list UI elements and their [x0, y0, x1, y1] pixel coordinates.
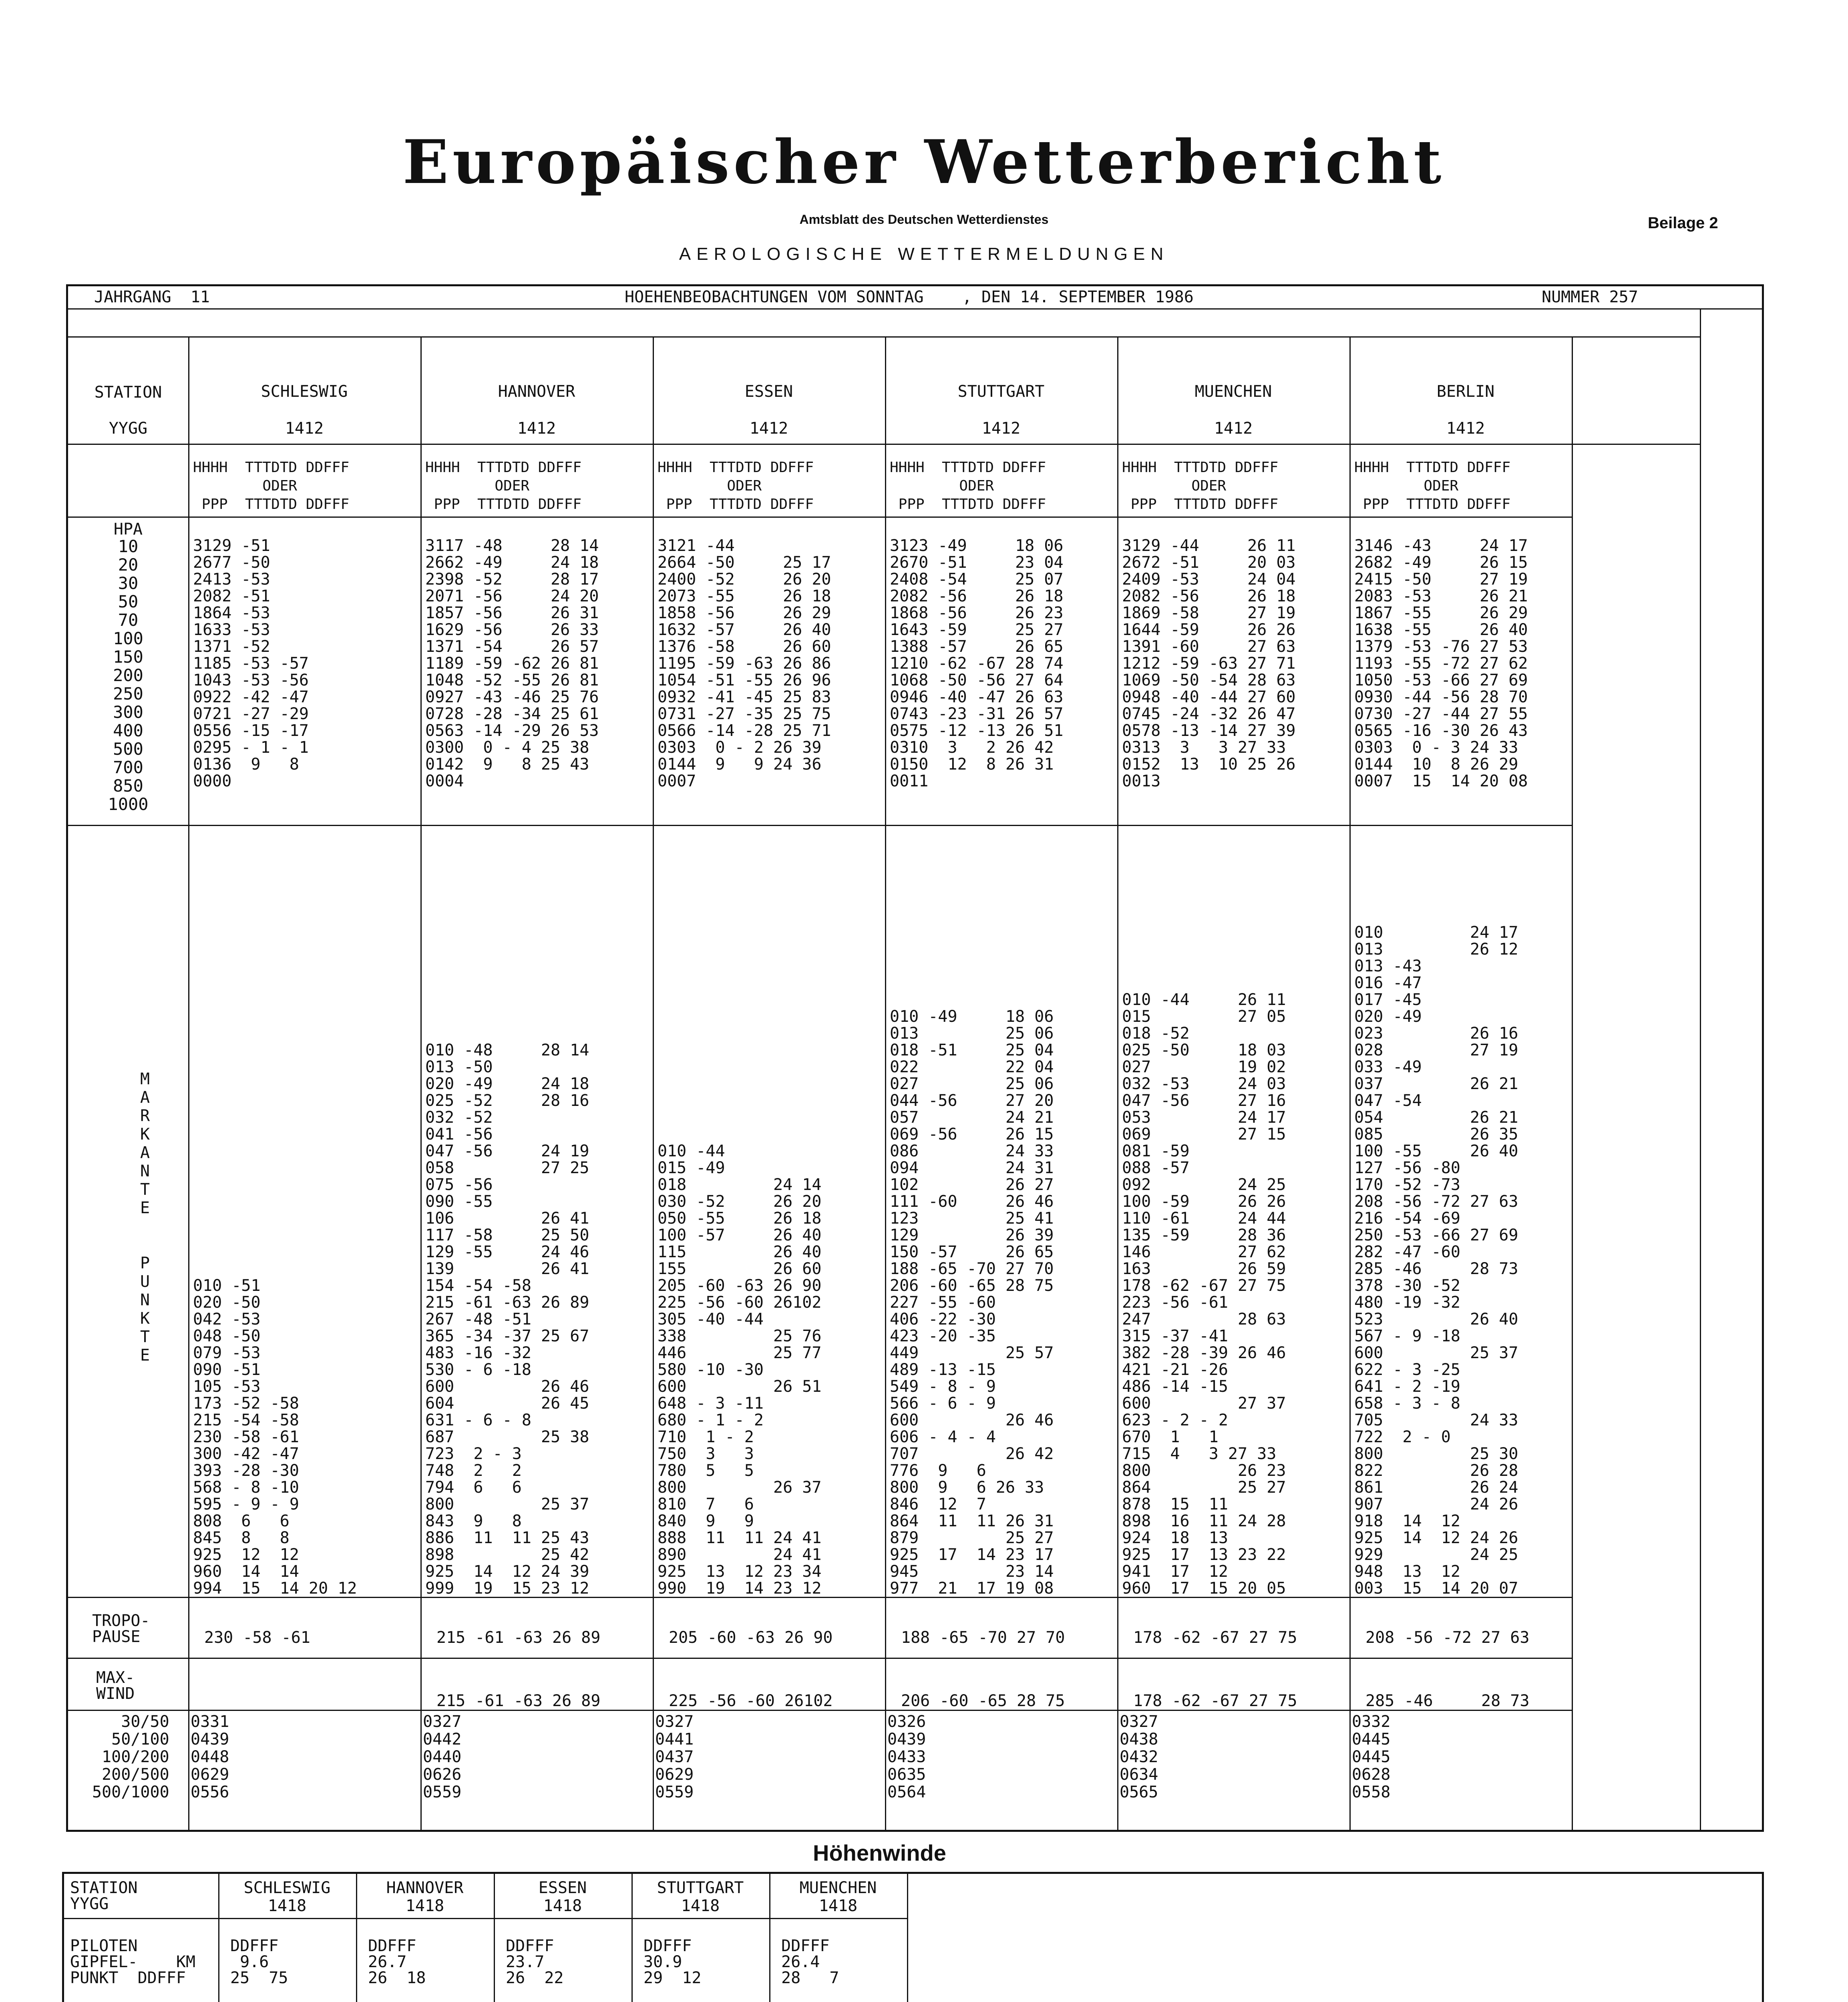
station-yygg: 1412 [517, 419, 556, 438]
divider [62, 1918, 907, 1919]
divider [66, 444, 1700, 445]
hw-peak: DDFFF 26.7 26 18 [368, 1937, 426, 1987]
hw-station-name: HANNOVER [386, 1879, 464, 1897]
divider [885, 336, 886, 1830]
divider [420, 336, 422, 1830]
tropopause-value: 178 -62 -67 27 75 [1133, 1628, 1297, 1647]
hw-peak: DDFFF 30.9 29 12 [643, 1937, 702, 1987]
divider [769, 1872, 770, 2002]
hw-station-yygg: 1418 [543, 1897, 582, 1915]
divider [1117, 336, 1118, 1830]
hw-station-name: SCHLESWIG [243, 1879, 331, 1897]
significant-levels: 010 -51 020 -50 042 -53 048 -50 079 -53 090 -51 105 -53 173 -52 -58 215 -54 -58 230 -58 -61 300 -42 -47 393 -28 -30 568 - 8 -10 595 - 9 - 9 808 6 6 845 8 8 925 12 12 960 14 14 994 15 14 20 12 [193, 1276, 357, 1598]
significant-levels: 010 24 17 013 26 12 013 -43 016 -47 017 -45 020 -49 023 26 16 028 27 19 033 -49 037 26 21 047 -54 054 26 21 085 26 35 100 -55 26 40 127 -56 -80 170 -52 -73 208 -56 -72 27 63 216 -54 -69 250 -53 -66 27 69 282 -47 -60 285 -46 28 73 378 -30 -52 480 -19 -32 523 26 40 567 - 9 -18 600 25 37 622 - 3 -25 641 - 2 -19 658 - 3 - 8 705 24 33 722 2 - 0 800 25 30 822 26 28 861 26 24 907 24 26 918 14 12 925 14 12 24 26 929 24 25 948 13 12 003 15 14 20 07 [1354, 923, 1518, 1598]
tropopause-value: 188 -65 -70 27 70 [901, 1628, 1065, 1647]
divider [494, 1872, 495, 2002]
hw-station-yygg: 1418 [405, 1897, 444, 1915]
station-name: STUTTGART [957, 382, 1045, 401]
hw-peak: DDFFF 9.6 25 75 [230, 1937, 288, 1987]
hw-peak: DDFFF 26.4 28 7 [781, 1937, 839, 1987]
hw-station-name: ESSEN [538, 1879, 587, 1897]
maxwind-value: 178 -62 -67 27 75 [1133, 1692, 1297, 1710]
hoehenwinde-title: Höhenwinde [813, 1840, 946, 1865]
shear-values: 0331 0439 0448 0629 0556 [191, 1713, 229, 1801]
beilage-label: Beilage 2 [1648, 214, 1718, 232]
divider [188, 336, 189, 1830]
station-yygg: 1412 [749, 419, 788, 438]
divider [1700, 308, 1701, 1830]
subtitle: Amtsblatt des Deutschen Wetterdienstes [799, 212, 1049, 227]
divider [907, 1872, 908, 2002]
column-header: HHHH TTTDTD DDFFF ODER PPP TTTDTD DDFFF [890, 459, 1046, 513]
tropopause-value: 230 -58 -61 [204, 1628, 310, 1647]
divider [653, 336, 654, 1830]
tropopause-label: TROPO- PAUSE [92, 1612, 150, 1646]
shear-values: 0326 0439 0433 0635 0564 [887, 1713, 926, 1801]
issue-number: NUMMER 257 [1542, 288, 1638, 306]
column-header: HHHH TTTDTD DDFFF ODER PPP TTTDTD DDFFF [193, 459, 350, 513]
divider [218, 1872, 219, 2002]
station-yygg: 1412 [285, 419, 324, 438]
station-name: HANNOVER [498, 382, 575, 401]
hpa-label: HPA [113, 520, 143, 539]
markante-punkte-label: M A R K A N T E P U N K T E [140, 1070, 150, 1365]
hw-station-yygg: 1418 [818, 1897, 858, 1915]
station-name: MUENCHEN [1194, 382, 1272, 401]
station-label: STATION [94, 383, 162, 402]
station-yygg: 1412 [1446, 419, 1485, 438]
column-header: HHHH TTTDTD DDFFF ODER PPP TTTDTD DDFFF [1122, 459, 1279, 513]
tropopause-value: 208 -56 -72 27 63 [1365, 1628, 1530, 1647]
shear-values: 0327 0438 0432 0634 0565 [1120, 1713, 1158, 1801]
significant-levels: 010 -44 26 11 015 27 05 018 -52 025 -50 18 03 027 19 02 032 -53 24 03 047 -56 27 16 053 24 17 069 27 15 081 -59 088 -57 092 24 25 100 -59 26 26 110 -61 24 44 135 -59 28 36 146 27 62 163 26 59 178 -62 -67 27 75 223 -56 -61 247 28 63 315 -37 -41 382 -28 -39 26 46 421 -21 -26 486 -14 -15 600 27 37 623 - 2 - 2 670 1 1 715 4 3 27 33 800 26 23 864 25 27 878 15 11 898 16 11 24 28 924 18 13 925 17 13 23 22 941 17 12 960 17 15 20 05 [1122, 991, 1286, 1598]
divider [66, 517, 1572, 518]
divider [1349, 336, 1351, 1830]
hw-piloten-label: PILOTEN GIPFEL- KM PUNKT DDFFF [70, 1937, 196, 1987]
maxwind-label: MAX- WIND [96, 1668, 135, 1703]
shear-label: 30/50 50/100 100/200 200/500 500/1000 [92, 1713, 169, 1801]
standard-levels: 3121 -44 2664 -50 25 17 2400 -52 26 20 2073 -55 26 18 1858 -56 26 29 1632 -57 26 40 1376 -58 26 60 1195 -59 -63 26 86 1054 -51 -55 26 96 0932 -41 -45 25 83 0731 -27 -35 25 75 0566 -14 -28 25 71 0303 0 - 2 26 39 0144 9 9 24 36 0007 [658, 537, 831, 790]
divider [66, 336, 1700, 338]
divider [66, 308, 1764, 310]
hw-station-yygg: 1418 [267, 1897, 307, 1915]
page-title: Europäischer Wetterbericht [402, 127, 1446, 197]
hw-station-name: MUENCHEN [799, 1879, 877, 1897]
divider [1572, 336, 1573, 1830]
observation-date: HOEHENBEOBACHTUNGEN VOM SONNTAG , DEN 14. SEPTEMBER 1986 [625, 288, 1194, 306]
standard-levels: 3123 -49 18 06 2670 -51 23 04 2408 -54 25 07 2082 -56 26 18 1868 -56 26 23 1643 -59 25 27 1388 -57 26 65 1210 -62 -67 28 74 1068 -50 -56 27 64 0946 -40 -47 26 63 0743 -23 -31 26 57 0575 -12 -13 26 51 0310 3 2 26 42 0150 12 8 26 31 0011 [890, 537, 1064, 790]
hpa-levels: 10 20 30 50 70 100 150 200 250 300 400 500 700 850 1000 [108, 537, 149, 814]
tropopause-value: 205 -60 -63 26 90 [669, 1628, 833, 1647]
maxwind-value: 285 -46 28 73 [1365, 1692, 1530, 1710]
shear-values: 0327 0442 0440 0626 0559 [423, 1713, 462, 1801]
standard-levels: 3129 -51 2677 -50 2413 -53 2082 -51 1864 -53 1633 -53 1371 -52 1185 -53 -57 1043 -53 -56 0922 -42 -47 0721 -27 -29 0556 -15 -17 0295 - 1 - 1 0136 9 8 0000 [193, 537, 309, 790]
divider [631, 1872, 633, 2002]
column-header: HHHH TTTDTD DDFFF ODER PPP TTTDTD DDFFF [658, 459, 814, 513]
hw-station-label: STATION YYGG [70, 1879, 138, 1913]
station-name: BERLIN [1436, 382, 1495, 401]
tropopause-value: 215 -61 -63 26 89 [436, 1628, 601, 1647]
station-name: ESSEN [744, 382, 793, 401]
jahrgang: JAHRGANG 11 [94, 288, 210, 306]
standard-levels: 3146 -43 24 17 2682 -49 26 15 2415 -50 27 19 2083 -53 26 21 1867 -55 26 29 1638 -55 26 40 1379 -53 -76 27 53 1193 -55 -72 27 62 1050 -53 -66 27 69 0930 -44 -56 28 70 0730 -27 -44 27 55 0565 -16 -30 26 43 0303 0 - 3 24 33 0144 10 8 26 29 0007 15 14 20 08 [1354, 537, 1528, 790]
station-yygg: 1412 [981, 419, 1021, 438]
hw-peak: DDFFF 23.7 26 22 [506, 1937, 564, 1987]
significant-levels: 010 -48 28 14 013 -50 020 -49 24 18 025 -52 28 16 032 -52 041 -56 047 -56 24 19 058 27 25 075 -56 090 -55 106 26 41 117 -58 25 50 129 -55 24 46 139 26 41 154 -54 -58 215 -61 -63 26 89 267 -48 -51 365 -34 -37 25 67 483 -16 -32 530 - 6 -18 600 26 46 604 26 45 631 - 6 - 8 687 25 38 723 2 - 3 748 2 2 794 6 6 800 25 37 843 9 8 886 11 11 25 43 898 25 42 925 14 12 24 39 999 19 15 23 12 [425, 1041, 589, 1598]
divider [66, 1658, 1572, 1659]
significant-levels: 010 -44 015 -49 018 24 14 030 -52 26 20 050 -55 26 18 100 -57 26 40 115 26 40 155 26 60 205 -60 -63 26 90 225 -56 -60 26102 305 -40 -44 338 25 76 446 25 77 580 -10 -30 600 26 51 648 - 3 -11 680 - 1 - 2 710 1 - 2 750 3 3 780 5 5 800 26 37 810 7 6 840 9 9 888 11 11 24 41 890 24 41 925 13 12 23 34 990 19 14 23 12 [658, 1142, 822, 1598]
standard-levels: 3117 -48 28 14 2662 -49 24 18 2398 -52 28 17 2071 -56 24 20 1857 -56 26 31 1629 -56 26 33 1371 -54 26 57 1189 -59 -62 26 81 1048 -52 -55 26 81 0927 -43 -46 25 76 0728 -28 -34 25 61 0563 -14 -29 26 53 0300 0 - 4 25 38 0142 9 8 25 43 0004 [425, 537, 599, 790]
divider [66, 825, 1572, 826]
maxwind-value: 225 -56 -60 26102 [669, 1692, 833, 1710]
column-header: HHHH TTTDTD DDFFF ODER PPP TTTDTD DDFFF [1354, 459, 1511, 513]
maxwind-value: 206 -60 -65 28 75 [901, 1692, 1065, 1710]
yygg-label: YYGG [109, 419, 148, 438]
divider [356, 1872, 357, 2002]
standard-levels: 3129 -44 26 11 2672 -51 20 03 2409 -53 24 04 2082 -56 26 18 1869 -58 27 19 1644 -59 26 26 1391 -60 27 63 1212 -59 -63 27 71 1069 -50 -54 28 63 0948 -40 -44 27 60 0745 -24 -32 26 47 0578 -13 -14 27 39 0313 3 3 27 33 0152 13 10 25 26 0013 [1122, 537, 1296, 790]
maxwind-value: 215 -61 -63 26 89 [436, 1692, 601, 1710]
section-title: AEROLOGISCHE WETTERMELDUNGEN [679, 244, 1169, 264]
hw-station-yygg: 1418 [681, 1897, 720, 1915]
hw-station-name: STUTTGART [657, 1879, 744, 1897]
station-yygg: 1412 [1214, 419, 1253, 438]
station-name: SCHLESWIG [261, 382, 348, 401]
column-header: HHHH TTTDTD DDFFF ODER PPP TTTDTD DDFFF [425, 459, 582, 513]
shear-values: 0332 0445 0445 0628 0558 [1352, 1713, 1391, 1801]
shear-values: 0327 0441 0437 0629 0559 [655, 1713, 694, 1801]
significant-levels: 010 -49 18 06 013 25 06 018 -51 25 04 022 22 04 027 25 06 044 -56 27 20 057 24 21 069 -56 26 15 086 24 33 094 24 31 102 26 27 111 -60 26 46 123 25 41 129 26 39 150 -57 26 65 188 -65 -70 27 70 206 -60 -65 28 75 227 -55 -60 406 -22 -30 423 -20 -35 449 25 57 489 -13 -15 549 - 8 - 9 566 - 6 - 9 600 26 46 606 - 4 - 4 707 26 42 776 9 6 800 9 6 26 33 846 12 7 864 11 11 26 31 879 25 27 925 17 14 23 17 945 23 14 977 21 17 19 08 [890, 1007, 1054, 1598]
